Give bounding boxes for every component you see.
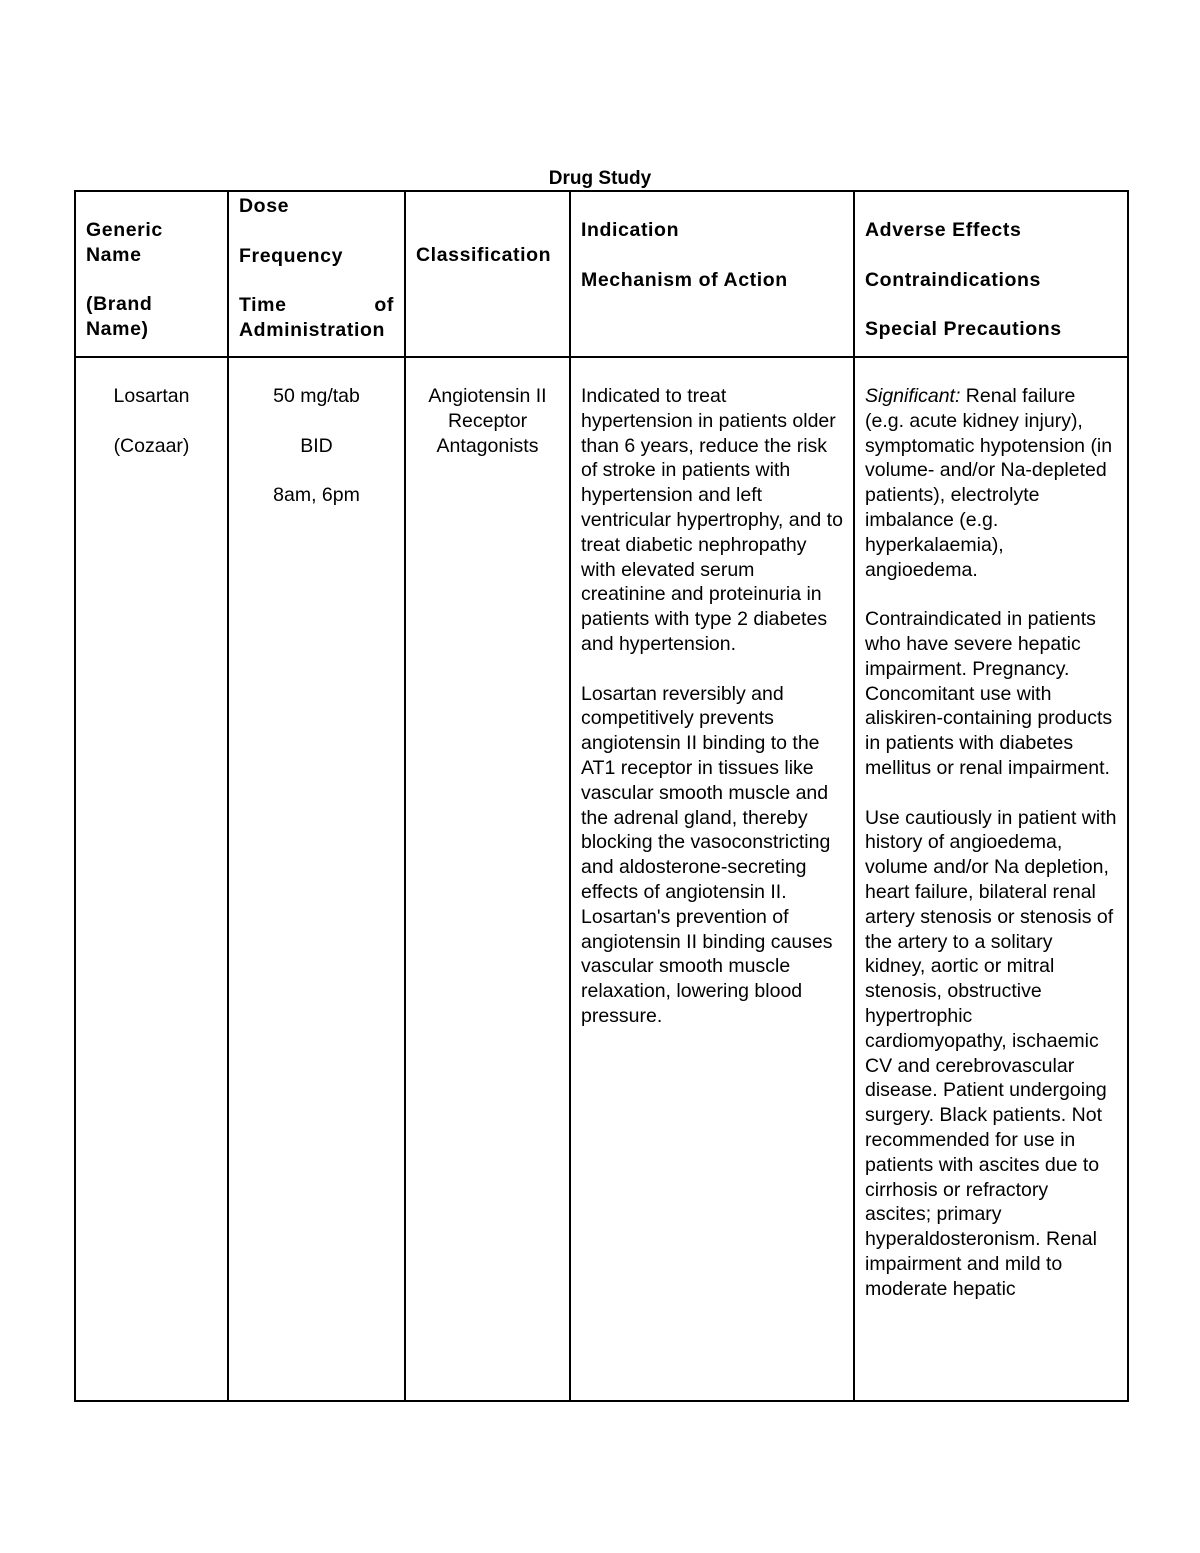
header-generic-name bbox=[75, 191, 228, 357]
page-title: Drug Study bbox=[548, 168, 652, 189]
adverse-effects-text bbox=[865, 384, 1117, 582]
significant-label: Significant: bbox=[865, 385, 961, 407]
header-generic-line: Name) bbox=[86, 318, 149, 341]
frequency-value: BID bbox=[300, 434, 333, 457]
header-generic-line: Generic bbox=[86, 219, 163, 241]
header-frequency-line: Frequency bbox=[239, 244, 344, 267]
mechanism-text: Losartan reversibly and competitively prevents angiotensin II binding to the AT1 receptor in tissues like vascular smooth muscle and the adrenal gland, thereby blocking the vasoconstricting and aldosterone-secreting effects of angiotensin II. Losartan's prevention of angiotensin II binding causes vascular smooth muscle relaxation, lowering blood pressure. bbox=[581, 682, 833, 1027]
classification-value: Angiotensin II Receptor Antagonists bbox=[428, 385, 547, 457]
header-adverse-effects bbox=[854, 191, 1128, 357]
header-indication bbox=[570, 191, 854, 357]
header-administration-line: Administration bbox=[239, 318, 385, 341]
header-adverse-line: Adverse Effects bbox=[865, 219, 1022, 241]
header-contraindications-line: Contraindications bbox=[865, 268, 1041, 291]
generic-name: Losartan bbox=[113, 385, 190, 407]
header-classification: Classification bbox=[405, 191, 570, 357]
header-generic-line: (Brand bbox=[86, 293, 153, 316]
header-dose bbox=[228, 191, 405, 357]
time-value: 8am, 6pm bbox=[273, 484, 360, 507]
cell-indication bbox=[570, 357, 854, 1401]
header-row bbox=[75, 191, 1128, 357]
header-precautions-line: Special Precautions bbox=[865, 318, 1062, 341]
cell-classification bbox=[405, 357, 570, 1401]
indication-text: Indicated to treat hypertension in patients older than 6 years, reduce the risk of stroke in patients with hypertension and left ventricular hypertrophy, and to treat diabetic nephropathy with elevated serum creatinine and proteinuria in patients with type 2 diabetes and hypertension. bbox=[581, 385, 843, 655]
adverse-effects-body: Renal failure (e.g. acute kidney injury), symptomatic hypotension (in volume- and/or Na-depleted patients), electrolyte imbalance (e.g. hyperkalaemia), angioedema. bbox=[865, 385, 1113, 581]
header-time-word: Time bbox=[239, 294, 287, 317]
header-mechanism-line: Mechanism of Action bbox=[581, 268, 788, 291]
brand-name: (Cozaar) bbox=[113, 434, 190, 457]
cell-generic-name bbox=[75, 357, 228, 1401]
cell-adverse-effects bbox=[854, 357, 1128, 1401]
precautions-text: Use cautiously in patient with history of angioedema, volume and/or Na depletion, heart failure, bilateral renal artery stenosis or stenosis of the artery to a solitary kidney, aortic or mitral stenosis, obstructive hypertrophic cardiomyopathy, ischaemic CV and cerebrovascular disease. Patient undergoing surgery. Black patients. Not recommended for use in patients with ascites due to cirrhosis or refractory ascites; primary hyperaldosteronism. Renal impairment and mild to moderate hepatic bbox=[865, 806, 1117, 1300]
drug-study-table bbox=[74, 190, 1129, 1402]
header-of-word: of bbox=[374, 294, 394, 317]
contraindications-text: Contraindicated in patients who have severe hepatic impairment. Pregnancy. Concomitant use with aliskiren-containing products in patients with diabetes mellitus or renal impairment. bbox=[865, 608, 1113, 779]
cell-dose bbox=[228, 357, 405, 1401]
drug-row bbox=[75, 357, 1128, 1401]
dose-value: 50 mg/tab bbox=[273, 385, 360, 407]
header-time-line bbox=[239, 293, 394, 318]
header-dose-line: Dose bbox=[239, 195, 290, 217]
header-indication-line: Indication bbox=[581, 219, 680, 241]
header-generic-line: Name bbox=[86, 243, 142, 266]
